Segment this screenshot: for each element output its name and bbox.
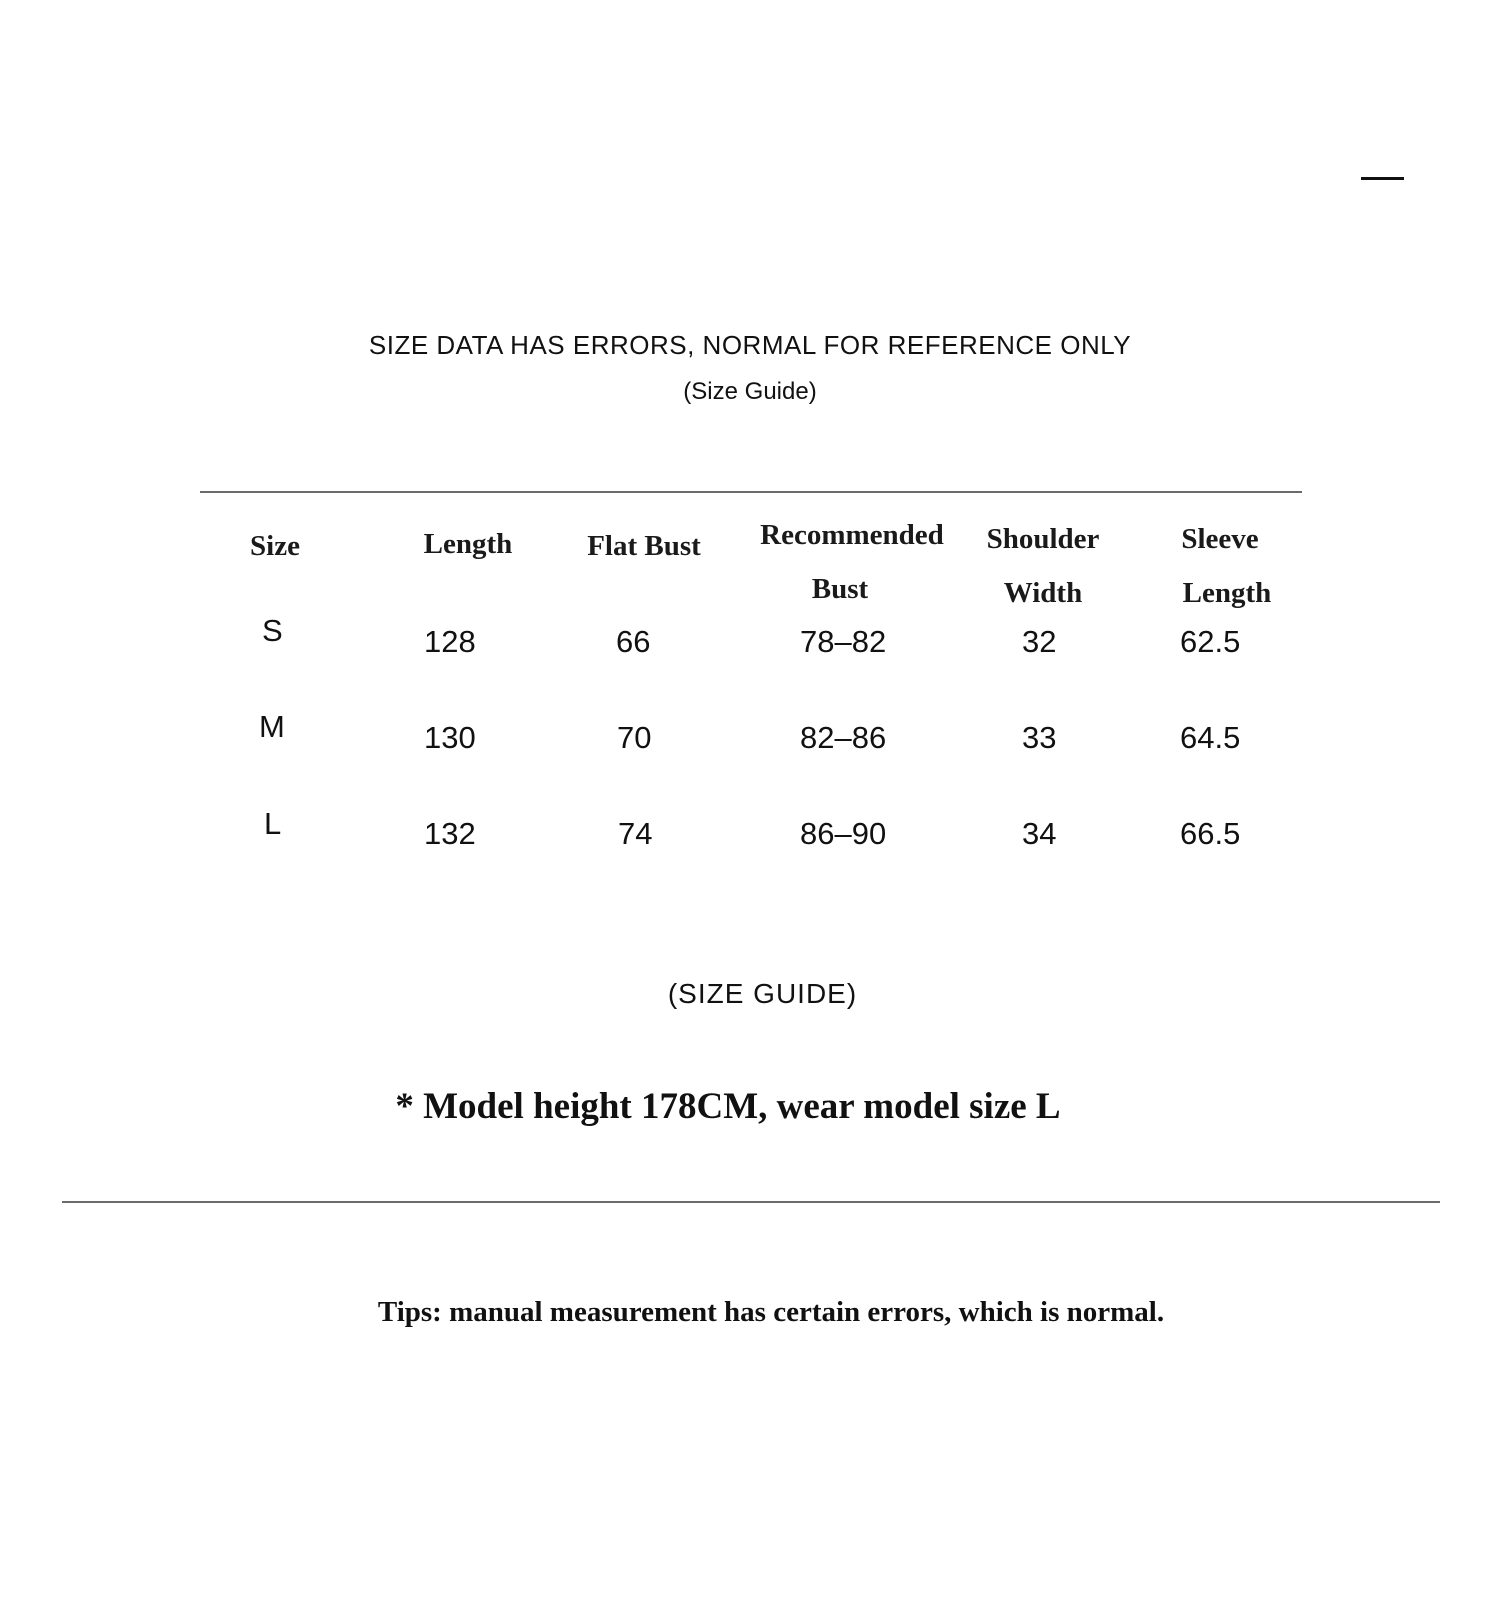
disclaimer-text: SIZE DATA HAS ERRORS, NORMAL FOR REFERENCE ONLY [368, 330, 1132, 360]
header-size: Size [250, 530, 300, 562]
header-shoulder-width-line1: Shoulder [986, 523, 1100, 555]
header-recommended-bust-line1: Recommended [760, 519, 944, 551]
cell-flat-bust: 70 [617, 720, 652, 755]
cell-sleeve-length: 62.5 [1180, 624, 1241, 659]
cell-length: 128 [424, 624, 476, 659]
header-recommended-bust-line2: Bust [811, 573, 869, 605]
cell-size: M [259, 709, 285, 744]
size-guide-subtitle: (Size Guide) [683, 378, 817, 405]
cell-flat-bust: 74 [618, 816, 653, 851]
dash-mark [1361, 177, 1404, 180]
model-height-note: * Model height 178CM, wear model size L [395, 1086, 1061, 1127]
cell-length: 132 [424, 816, 476, 851]
cell-flat-bust: 66 [616, 624, 651, 659]
cell-shoulder-width: 32 [1022, 624, 1057, 659]
cell-size: S [262, 613, 283, 648]
table-top-divider [200, 491, 1302, 493]
header-length: Length [423, 528, 513, 560]
size-guide-caption: (SIZE GUIDE) [667, 978, 858, 1009]
cell-recommended-bust: 78–82 [800, 624, 887, 659]
header-flat-bust: Flat Bust [587, 530, 701, 562]
header-shoulder-width-line2: Width [1003, 577, 1083, 609]
cell-recommended-bust: 86–90 [800, 816, 887, 851]
cell-size: L [264, 806, 282, 841]
cell-length: 130 [424, 720, 476, 755]
cell-shoulder-width: 34 [1022, 816, 1057, 851]
cell-sleeve-length: 66.5 [1180, 816, 1241, 851]
bottom-divider [62, 1201, 1440, 1203]
header-sleeve-length-line1: Sleeve [1181, 523, 1259, 555]
cell-sleeve-length: 64.5 [1180, 720, 1241, 755]
header-sleeve-length-line2: Length [1182, 577, 1272, 609]
measurement-tips: Tips: manual measurement has certain errors, which is normal. [377, 1296, 1165, 1328]
cell-recommended-bust: 82–86 [800, 720, 887, 755]
cell-shoulder-width: 33 [1022, 720, 1057, 755]
